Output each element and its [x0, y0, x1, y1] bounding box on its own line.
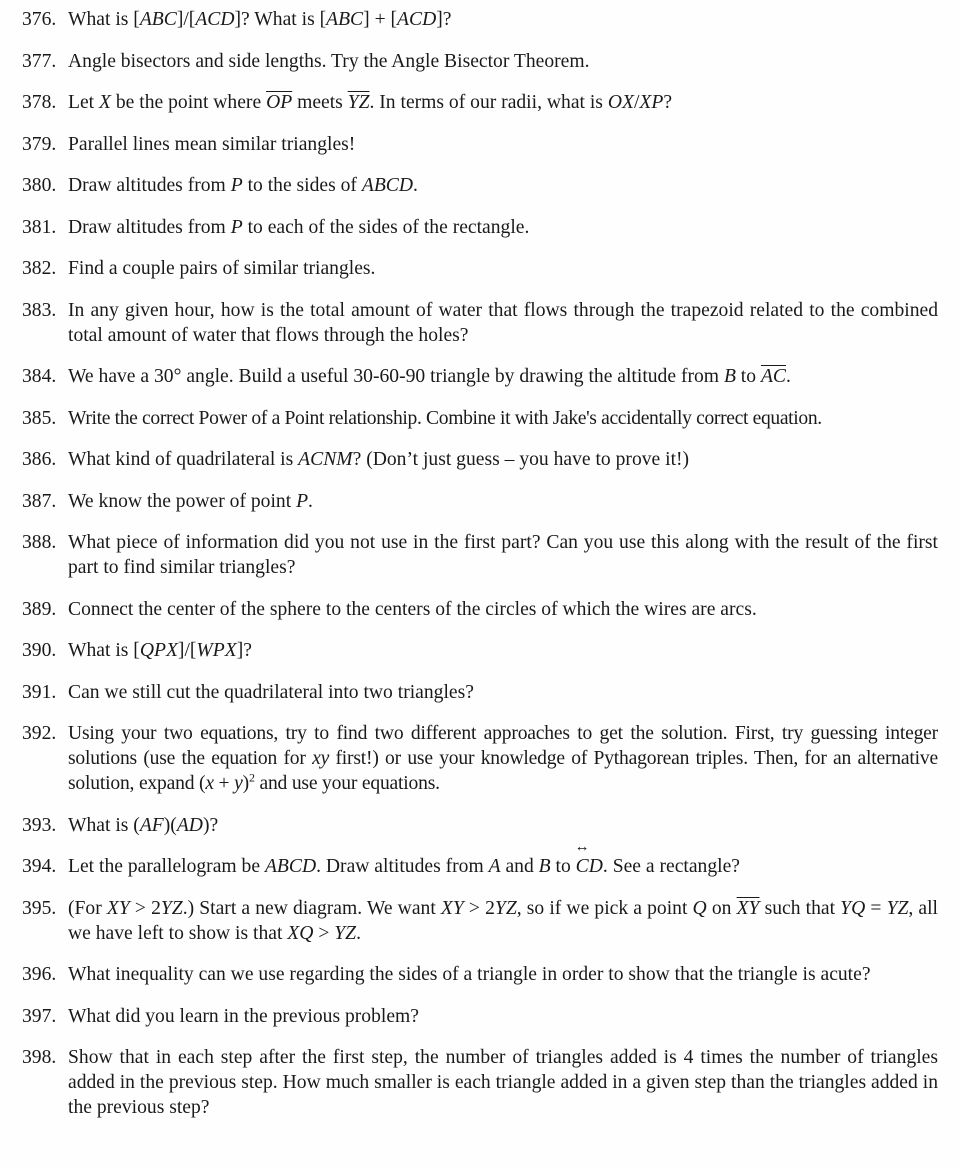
hint-text: Using your two equations, try to find two different approaches to get the solution. First, try guessing integer solutions (use the equation for xy first!) or use your knowledge of Pythagorean triples. Then, for an alternative solution, expand $(x + y)^2$ and use your equations.	[68, 723, 938, 794]
hint-391	[22, 680, 938, 705]
hint-number: 382.	[22, 258, 57, 279]
hint-number: 380.	[22, 175, 57, 196]
hint-text: What piece of information did you not use in the first part? Can you use this along with the result of the first part to find similar triangles?	[68, 532, 938, 578]
hint-text: Connect the center of the sphere to the centers of the circles of which the wires are arcs.	[68, 598, 757, 620]
hint-text: Let the parallelogram be ABCD. Draw altitudes from A and B to ↔ CD. See a rectangle?	[68, 854, 938, 879]
hint-text: We have a 30° angle. Build a useful 30-60-90 triangle by drawing the altitude from B to $\overline{AC}$.	[68, 366, 791, 387]
hint-text: What kind of quadrilateral is ACNM? (Don’t just guess – you have to prove it!)	[68, 449, 690, 470]
hint-text: What is [QPX]/[WPX]?	[68, 640, 252, 661]
hint-number: 376.	[22, 9, 57, 30]
hint-text: What did you learn in the previous problem?	[68, 1005, 419, 1027]
hint-number: 391.	[22, 681, 57, 703]
hint-text: Show that in each step after the first step, the number of triangles added is 4 times the number of triangles added in the previous step. How much smaller is each triangle added in a given step than the triangles added in the previous step?	[68, 1047, 938, 1118]
hint-text: Angle bisectors and side lengths. Try the Angle Bisector Theorem.	[68, 50, 590, 72]
hint-385	[22, 406, 938, 431]
hint-number: 377.	[22, 50, 57, 72]
hint-395	[22, 896, 938, 946]
hint-text: Draw altitudes from P to each of the sides of the rectangle.	[68, 216, 530, 238]
hint-number: 397.	[22, 1005, 57, 1027]
hint-384	[22, 364, 938, 389]
hint-number: 396.	[22, 964, 57, 985]
hint-379	[22, 132, 938, 157]
hint-text: (For XY > 2YZ.) Start a new diagram. We want XY > 2YZ, so if we pick a point Q on $\overline{XY}$ such that YQ = YZ, all we have left to show is that XQ > YZ.	[68, 897, 938, 944]
hint-377	[22, 49, 938, 74]
hint-text: What inequality can we use regarding the sides of a triangle in order to show that the triangle is acute?	[68, 964, 871, 985]
hint-380	[22, 173, 938, 198]
hint-number: 388.	[22, 532, 57, 553]
hint-text: What is (AF)(AD)?	[68, 814, 219, 836]
hint-text: We know the power of point P.	[68, 490, 313, 512]
hint-number: 394.	[22, 856, 57, 877]
hint-text: In any given hour, how is the total amount of water that flows through the trapezoid related to the combined total amount of water that flows through the holes?	[68, 299, 938, 346]
hint-394	[22, 854, 938, 879]
hint-text: Write the correct Power of a Point relationship. Combine it with Jake's accidentally correct equation.	[68, 407, 822, 429]
hint-389	[22, 597, 938, 622]
hint-text: Find a couple pairs of similar triangles.	[68, 258, 376, 279]
hint-number: 387.	[22, 490, 57, 512]
hint-number: 392.	[22, 723, 57, 744]
hint-381	[22, 215, 938, 240]
hint-397	[22, 1004, 938, 1029]
hint-number: 395.	[22, 897, 57, 919]
hint-386	[22, 447, 938, 472]
hint-text: Can we still cut the quadrilateral into two triangles?	[68, 681, 474, 703]
hint-number: 383.	[22, 299, 57, 321]
hint-378	[22, 90, 938, 115]
hint-387	[22, 489, 938, 514]
hint-number: 378.	[22, 92, 57, 113]
hint-number: 390.	[22, 640, 57, 661]
hint-390	[22, 638, 938, 663]
hint-number: 386.	[22, 449, 57, 470]
hint-text: Draw altitudes from P to the sides of ABCD.	[68, 175, 418, 196]
hint-number: 389.	[22, 598, 57, 620]
hint-398	[22, 1045, 938, 1120]
hint-number: 384.	[22, 366, 57, 387]
hint-text: What is [ABC]/[ACD]? What is [ABC] + [ACD]?	[68, 9, 452, 30]
hint-392	[22, 721, 938, 796]
hint-388	[22, 530, 938, 580]
hint-number: 385.	[22, 407, 57, 429]
hint-text: Parallel lines mean similar triangles!	[68, 133, 356, 155]
hint-383	[22, 298, 938, 348]
hint-393	[22, 813, 938, 838]
hint-396	[22, 962, 938, 987]
hint-text: Let X be the point where $\overline{OP}$ meets $\overline{YZ}$. In terms of our radii, what is OX/XP?	[68, 92, 673, 113]
hint-number: 381.	[22, 216, 57, 238]
hint-number: 393.	[22, 814, 57, 836]
hint-number: 379.	[22, 133, 57, 155]
hint-number: 398.	[22, 1047, 57, 1068]
hint-382	[22, 256, 938, 281]
hint-376	[22, 7, 938, 32]
